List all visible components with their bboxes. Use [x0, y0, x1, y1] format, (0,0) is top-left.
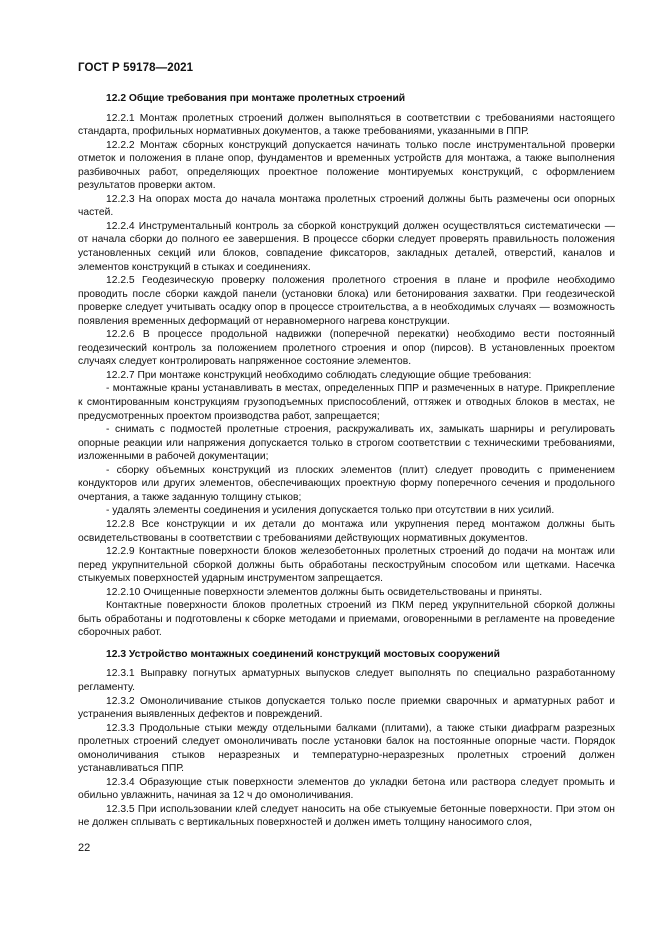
paragraph-12-3-4: 12.3.4 Образующие стык поверхности элементов до укладки бетона или раствора следует промыть и обильно увлажнить, начиная за 12 ч до омоноличивания.: [78, 776, 615, 802]
section-12-2: [78, 92, 615, 640]
paragraph-12-2-10: 12.2.10 Очищенные поверхности элементов должны быть освидетельствованы и приняты.: [106, 586, 543, 598]
paragraph-12-2-8: 12.2.8 Все конструкции и их детали до монтажа или укрупнения перед монтажом должны быть освидетельствованы в соответствии с требованиями действующих нормативных документов.: [78, 518, 615, 544]
paragraph-12-3-5: 12.3.5 При использовании клей следует наносить на обе стыкуемые бетонные поверхности. При этом он не должен сплывать с вертикальных поверхностей и должен иметь толщину наносимого слоя,: [78, 803, 615, 829]
paragraph-12-2-3: 12.2.3 На опорах моста до начала монтажа пролетных строений должны быть размечены оси опорных частей.: [78, 193, 615, 219]
list-item: - снимать с подмостей пролетные строения, раскружаливать их, замыкать шарниры и регулировать опорные реакции или напряжения допускается только в строгом соответствии с техническими требованиями, изложенными в рабочей документации;: [78, 424, 615, 463]
paragraph-12-2-7: 12.2.7 При монтаже конструкций необходимо соблюдать следующие общие требования:: [106, 369, 532, 381]
paragraph-12-3-1: 12.3.1 Выправку погнутых арматурных выпусков следует выполнять по специально разработанному регламенту.: [78, 668, 615, 693]
document-body: [78, 92, 615, 830]
section-heading: 12.3 Устройство монтажных соединений конструкций мостовых сооружений: [106, 648, 500, 660]
section-heading: 12.2 Общие требования при монтаже пролетных строений: [106, 93, 406, 104]
paragraph-12-2-6: 12.2.6 В процессе продольной надвижки (поперечной перекатки) необходимо вести постоянный геодезический контроль за положением пролетного строения и опор (пирсов). В установленных проектом случаях следует контролировать напряженное состояние элементов.: [78, 329, 615, 368]
list-item: - сборку объемных конструкций из плоских элементов (плит) следует проводить с применением кондукторов или других элементов, обеспечивающих проектную форму поперечного сечения и продольного очертания, а также заданную толщину стыков;: [78, 464, 615, 503]
page-number: 22: [78, 842, 91, 854]
paragraph-12-2-5: 12.2.5 Геодезическую проверку положения пролетного строения в плане и профиле необходимо проводить после сборки каждой панели (установки блока) или бетонирования захватки. При геодезической проверке следует учитывать осадку опор в процессе строительства, а в необходимых случаях — возможность появления временных деформаций от неравномерного нагрева конструкции.: [78, 275, 615, 327]
section-12-3: [78, 648, 615, 830]
paragraph-12-3-2: 12.3.2 Омоноличивание стыков допускается только после приемки сварочных и арматурных работ и устранения выявленных дефектов и повреждений.: [78, 695, 615, 721]
paragraph-contact-surfaces: Контактные поверхности блоков пролетных строений из ПКМ перед укрупнительной сборкой должны быть обработаны и подготовлены к сборке методами и приемами, оговоренными в регламенте на проведение сборочных работ.: [78, 600, 615, 639]
paragraph-12-3-3: 12.3.3 Продольные стыки между отдельными балками (плитами), а также стыки диафрагм разрезных пролетных строений следует омоноличивать после установки балок на постоянные опорные части. Порядок омоноличивания стыков неразрезных и температурно-неразрезных пролетных строений должен устанавливаться ППР.: [78, 722, 615, 775]
paragraph-12-2-2: 12.2.2 Монтаж сборных конструкций допускается начинать только после инструментальной проверки отметок и положения в плане опор, фундаментов и временных устройств для монтажа, а также выполнения разбивочных работ, определяющих проектное положение монтируемых конструкций, с оформлением результатов проверки актом.: [78, 139, 615, 192]
paragraph-12-2-4: 12.2.4 Инструментальный контроль за сборкой конструкций должен осуществляться систематически — от начала сборки до полного ее завершения. В процессе сборки следует проверять правильность положения установленных секций или блоков, совпадение фиксаторов, закладных деталей, отверстий, каналов и элементов конструкций в стыках и соединениях.: [78, 220, 615, 273]
paragraph-12-2-9: 12.2.9 Контактные поверхности блоков железобетонных пролетных строений до подачи на монтаж или перед укрупнительной сборкой должны быть обработаны пескоструйным способом или щетками. Насечка стыкуемых поверхностей ударным инструментом запрещается.: [78, 546, 615, 585]
list-item: - монтажные краны устанавливать в местах, определенных ППР и размеченных в натуре. Прикрепление к смонтированным конструкциям грузоподъемных приспособлений, оттяжек и отводных блоков в местах, не предусмотренных проектом производства работ, запрещается;: [78, 383, 615, 422]
list-item: - удалять элементы соединения и усиления допускается только при отсутствии в них усилий.: [106, 505, 555, 517]
document-header: ГОСТ Р 59178—2021: [78, 62, 194, 74]
paragraph-12-2-1: 12.2.1 Монтаж пролетных строений должен выполняться в соответствии с требованиями настоящего стандарта, профильных нормативных документов, а также требованиями, указанными в ППР.: [78, 112, 615, 138]
